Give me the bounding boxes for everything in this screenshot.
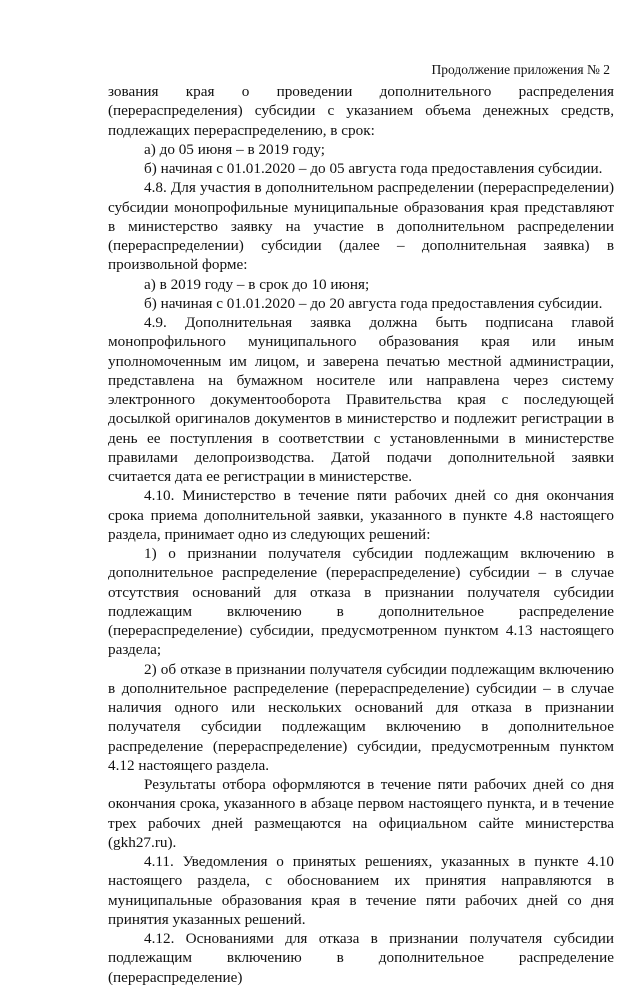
paragraph-4-10: 4.10. Министерство в течение пяти рабочих дней со дня окончания срока приема дополнительной заявки, указанного в пункте 4.8 настоящего раздела, принимает одно из следующих решений: [108,487,614,543]
paragraph-announcement-continuation: зования края о проведении дополнительного распределения (перераспределения) субсидии с указанием объема денежных средств, подлежащих перераспределению, в срок: [108,83,614,139]
paragraph-application-2019: а) в 2019 году – в срок до 10 июня; [144,275,370,293]
document-body [108,82,614,987]
paragraph-4-9: 4.9. Дополнительная заявка должна быть подписана главой монопрофильного муниципального образования края или иным уполномоченным им лицом, и заверена печатью местной администрации, представлена на бумажном носителе или направлена через систему электронного документооборота Правительства края с последующей досылкой оригиналов документов в министерство и подлежит регистрации в день ее поступления в соответствии с установленными в министерстве правилами делопроизводства. Датой подачи дополнительной заявки считается дата ее регистрации в министерстве. [108,314,614,485]
paragraph-application-2020: б) начиная с 01.01.2020 – до 20 августа года предоставления субсидии. [144,294,603,312]
paragraph-4-11: 4.11. Уведомления о принятых решениях, указанных в пункте 4.10 настоящего раздела, с обоснованием их принятия направляются в муниципальные образования края в течение пяти рабочих дней со дня принятия указанных решений. [108,853,614,928]
paragraph-selection-results: Результаты отбора оформляются в течение пяти рабочих дней со дня окончания срока, указанного в абзаце первом настоящего пункта, и в течение трех рабочих дней размещаются на официальном сайте министерства (gkh27.ru). [108,776,614,851]
paragraph-4-12: 4.12. Основаниями для отказа в признании получателя субсидии подлежащим включению в дополнительное распределение (перераспределение) [108,930,614,986]
appendix-continuation-header: Продолжение приложения № 2 [431,62,610,77]
paragraph-4-8: 4.8. Для участия в дополнительном распределении (перераспределении) субсидии монопрофильные муниципальные образования края представляют в министерство заявку на участие в дополнительном распределении (перераспределении) субсидии (далее – дополнительная заявка) в произвольной форме: [108,179,614,274]
paragraph-decision-refuse: 2) об отказе в признании получателя субсидии подлежащим включению в дополнительное распределение (перераспределение) субсидии – в случае наличия одного или нескольких оснований для отказа в признании получателя субсидии подлежащим включению в дополнительное распределение (перераспределение) субсидии, предусмотренным пунктом 4.12 настоящего раздела. [108,660,614,774]
paragraph-deadline-2019: а) до 05 июня – в 2019 году; [144,140,325,158]
paragraph-deadline-2020: б) начиная с 01.01.2020 – до 05 августа года предоставления субсидии. [144,160,603,177]
paragraph-decision-approve: 1) о признании получателя субсидии подлежащим включению в дополнительное распределение (перераспределение) субсидии – в случае отсутствия оснований для отказа в признании получателя субсидии подлежащим включению в дополнительное распределение (перераспределение) субсидии, предусмотренном пунктом 4.13 настоящего раздела; [108,545,614,659]
